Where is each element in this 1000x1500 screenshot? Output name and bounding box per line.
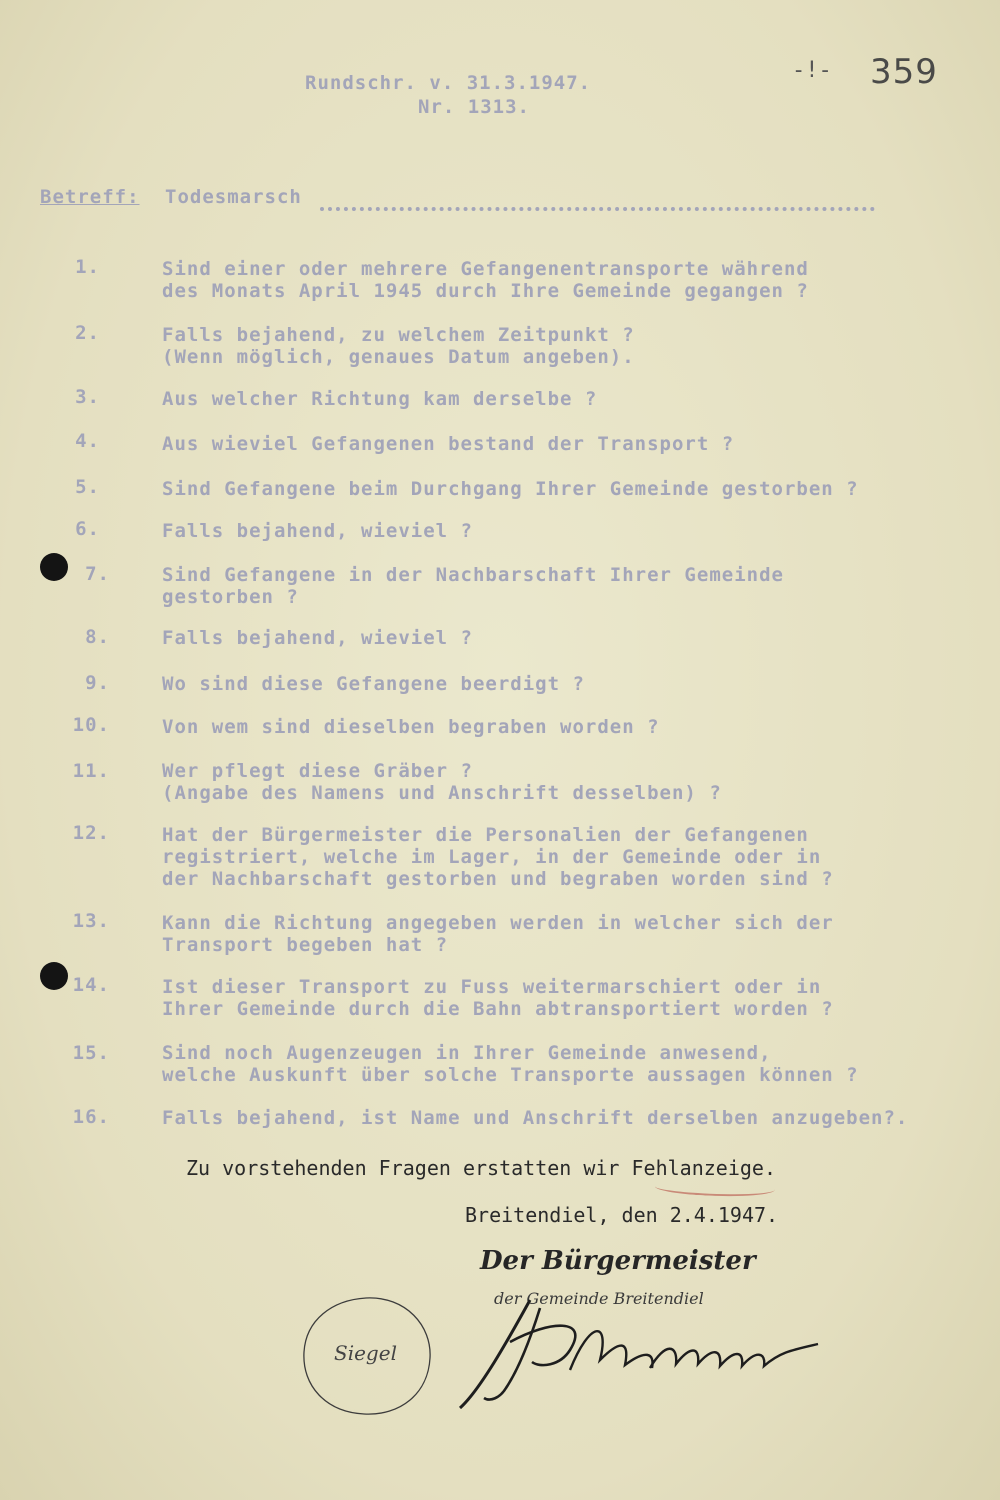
question-text: Falls bejahend, wieviel ?: [162, 520, 473, 542]
question-number: 15.: [72, 1042, 110, 1064]
place-and-date: Breitendiel, den 2.4.1947.: [465, 1203, 779, 1227]
betreff-label: Betreff:: [40, 186, 140, 208]
seal-circle: [296, 1290, 436, 1420]
page-mark: -!-: [792, 58, 832, 83]
betreff-value: Todesmarsch: [165, 186, 302, 208]
question-text: Aus welcher Richtung kam derselbe ?: [162, 388, 598, 410]
question-number: 8.: [85, 626, 110, 648]
question-text: Sind einer oder mehrere Gefangenentransporte während des Monats April 1945 durch Ihre Gemeinde gegangen ?: [162, 258, 809, 302]
question-text: Von wem sind dieselben begraben worden ?: [162, 716, 660, 738]
closing-statement: Zu vorstehenden Fragen erstatten wir Fehlanzeige.: [186, 1156, 777, 1180]
question-number: 4.: [75, 430, 100, 452]
signature: [420, 1280, 840, 1420]
question-text: Kann die Richtung angegeben werden in welcher sich der Transport begeben hat ?: [162, 912, 834, 956]
question-number: 1.: [75, 256, 100, 278]
question-number: 6.: [75, 518, 100, 540]
question-text: Wo sind diese Gefangene beerdigt ?: [162, 673, 585, 695]
dotted-rule: [320, 207, 875, 211]
reference-line-2: Nr. 1313.: [418, 96, 530, 118]
punch-hole: [40, 553, 68, 581]
page-number: 359: [870, 52, 938, 92]
question-number: 14.: [72, 974, 110, 996]
punch-hole: [40, 962, 68, 990]
question-number: 9.: [85, 672, 110, 694]
question-number: 10.: [72, 714, 110, 736]
question-number: 12.: [72, 822, 110, 844]
stamp-title: Der Bürgermeister: [480, 1246, 756, 1276]
question-text: Sind Gefangene beim Durchgang Ihrer Gemeinde gestorben ?: [162, 478, 859, 500]
question-text: Sind noch Augenzeugen in Ihrer Gemeinde anwesend, welche Auskunft über solche Transporte aussagen können ?: [162, 1042, 859, 1086]
question-number: 3.: [75, 386, 100, 408]
reference-line-1: Rundschr. v. 31.3.1947.: [305, 72, 592, 94]
question-text: Aus wieviel Gefangenen bestand der Transport ?: [162, 433, 735, 455]
pencil-underline: [655, 1177, 776, 1199]
stamp-subtitle: der Gemeinde Breitendiel: [494, 1289, 704, 1308]
question-number: 5.: [75, 476, 100, 498]
question-text: Wer pflegt diese Gräber ? (Angabe des Namens und Anschrift desselben) ?: [162, 760, 722, 804]
question-text: Ist dieser Transport zu Fuss weitermarschiert oder in Ihrer Gemeinde durch die Bahn abtransportiert worden ?: [162, 976, 834, 1020]
question-text: Sind Gefangene in der Nachbarschaft Ihrer Gemeinde gestorben ?: [162, 564, 784, 608]
question-number: 7.: [85, 563, 110, 585]
question-text: Falls bejahend, zu welchem Zeitpunkt ? (Wenn möglich, genaues Datum angeben).: [162, 324, 635, 368]
question-text: Falls bejahend, ist Name und Anschrift derselben anzugeben?.: [162, 1107, 909, 1129]
question-number: 13.: [72, 910, 110, 932]
question-text: Falls bejahend, wieviel ?: [162, 627, 473, 649]
question-number: 2.: [75, 322, 100, 344]
question-number: 16.: [72, 1106, 110, 1128]
question-number: 11.: [72, 760, 110, 782]
seal-label: Siegel: [334, 1341, 397, 1365]
question-text: Hat der Bürgermeister die Personalien der Gefangenen registriert, welche im Lager, in der Gemeinde oder in der Nachbarschaft gestorben und begraben worden sind ?: [162, 824, 834, 890]
